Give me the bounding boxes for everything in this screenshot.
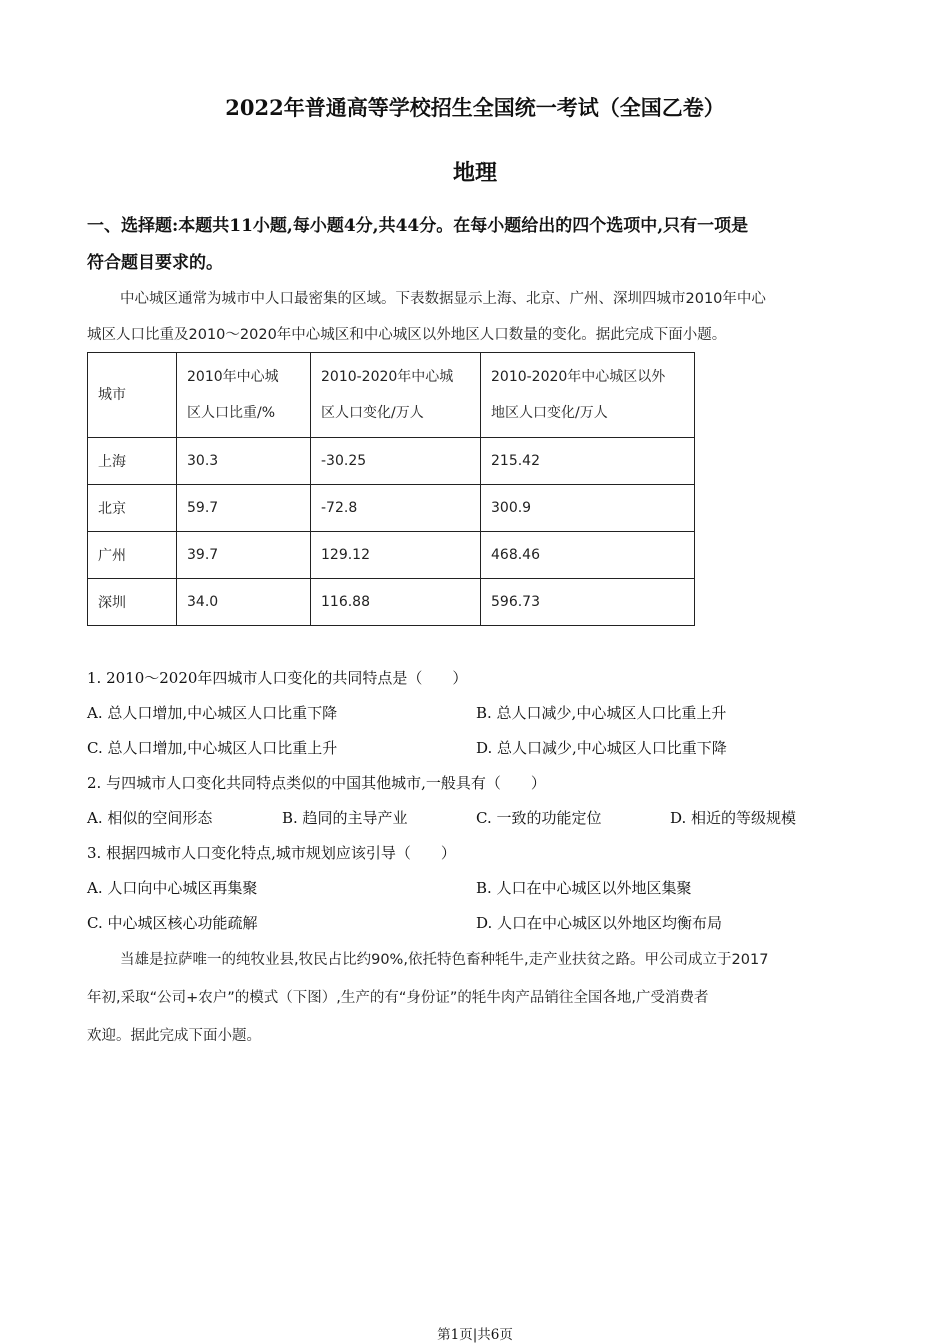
question-3-stem: 3. 根据四城市人口变化特点,城市规划应该引导（ ） <box>87 844 456 862</box>
subject-title: 地理 <box>452 160 497 186</box>
table-row <box>88 532 695 579</box>
table-row <box>88 485 695 532</box>
question-2-option-c[interactable]: C. 一致的功能定位 <box>476 809 602 827</box>
question-3-option-c[interactable]: C. 中心城区核心功能疏解 <box>87 914 258 932</box>
section-heading-line1: 一、选择题:本题共11小题,每小题4分,共44分。在每小题给出的四个选项中,只有一项是 <box>87 216 749 236</box>
table-cell: 468.46 <box>481 532 695 579</box>
table-cell: 116.88 <box>311 579 481 626</box>
table-header-cell: 2010年中心城 区人口比重/% <box>177 353 311 438</box>
passage2-line2: 年初,采取“公司+农户”的模式（下图）,生产的有“身份证”的牦牛肉产品销往全国各地,广受消费者 <box>87 990 709 1006</box>
table-cell: -72.8 <box>311 485 481 532</box>
question-3-option-b[interactable]: B. 人口在中心城区以外地区集聚 <box>476 879 692 897</box>
table-row <box>88 579 695 626</box>
question-3-option-a[interactable]: A. 人口向中心城区再集聚 <box>87 879 258 897</box>
table-cell: 59.7 <box>177 485 311 532</box>
question-2-option-a[interactable]: A. 相似的空间形态 <box>87 809 213 827</box>
question-2-option-b[interactable]: B. 趋同的主导产业 <box>282 809 408 827</box>
question-1-option-d[interactable]: D. 总人口减少,中心城区人口比重下降 <box>476 739 727 757</box>
question-1-option-b[interactable]: B. 总人口减少,中心城区人口比重上升 <box>476 704 727 722</box>
page-footer: 第1页|共6页 <box>437 1327 513 1343</box>
question-3-option-d[interactable]: D. 人口在中心城区以外地区均衡布局 <box>476 914 723 932</box>
table-cell: 300.9 <box>481 485 695 532</box>
table-cell: 广州 <box>88 532 177 579</box>
population-table <box>87 352 695 626</box>
table-cell: 129.12 <box>311 532 481 579</box>
passage2-line1: 当雄是拉萨唯一的纯牧业县,牧民占比约90%,依托特色畜种牦牛,走产业扶贫之路。甲公司成立于2017 <box>120 952 769 968</box>
exam-title: 2022年普通高等学校招生全国统一考试（全国乙卷） <box>225 95 725 120</box>
table-cell: 39.7 <box>177 532 311 579</box>
question-1-stem: 1. 2010～2020年四城市人口变化的共同特点是（ ） <box>87 669 468 687</box>
passage2-line3: 欢迎。据此完成下面小题。 <box>87 1028 261 1044</box>
question-2-option-d[interactable]: D. 相近的等级规模 <box>670 809 797 827</box>
table-cell: 北京 <box>88 485 177 532</box>
table-row <box>88 438 695 485</box>
section-heading-line2: 符合题目要求的。 <box>87 253 223 273</box>
table-cell: -30.25 <box>311 438 481 485</box>
table-cell: 596.73 <box>481 579 695 626</box>
table-cell: 上海 <box>88 438 177 485</box>
question-1-option-c[interactable]: C. 总人口增加,中心城区人口比重上升 <box>87 739 338 757</box>
question-1-option-a[interactable]: A. 总人口增加,中心城区人口比重下降 <box>87 704 338 722</box>
passage1-line2: 城区人口比重及2010～2020年中心城区和中心城区以外地区人口数量的变化。据此完成下面小题。 <box>87 327 727 343</box>
table-cell: 30.3 <box>177 438 311 485</box>
table-cell: 215.42 <box>481 438 695 485</box>
table-header-cell: 城市 <box>88 353 177 438</box>
table-header-cell: 2010-2020年中心城区以外 地区人口变化/万人 <box>481 353 695 438</box>
passage1-line1: 中心城区通常为城市中人口最密集的区域。下表数据显示上海、北京、广州、深圳四城市2010年中心 <box>120 291 766 307</box>
table-header-row <box>88 353 695 438</box>
table-cell: 深圳 <box>88 579 177 626</box>
table-cell: 34.0 <box>177 579 311 626</box>
question-2-stem: 2. 与四城市人口变化共同特点类似的中国其他城市,一般具有（ ） <box>87 774 546 792</box>
table-header-cell: 2010-2020年中心城 区人口变化/万人 <box>311 353 481 438</box>
